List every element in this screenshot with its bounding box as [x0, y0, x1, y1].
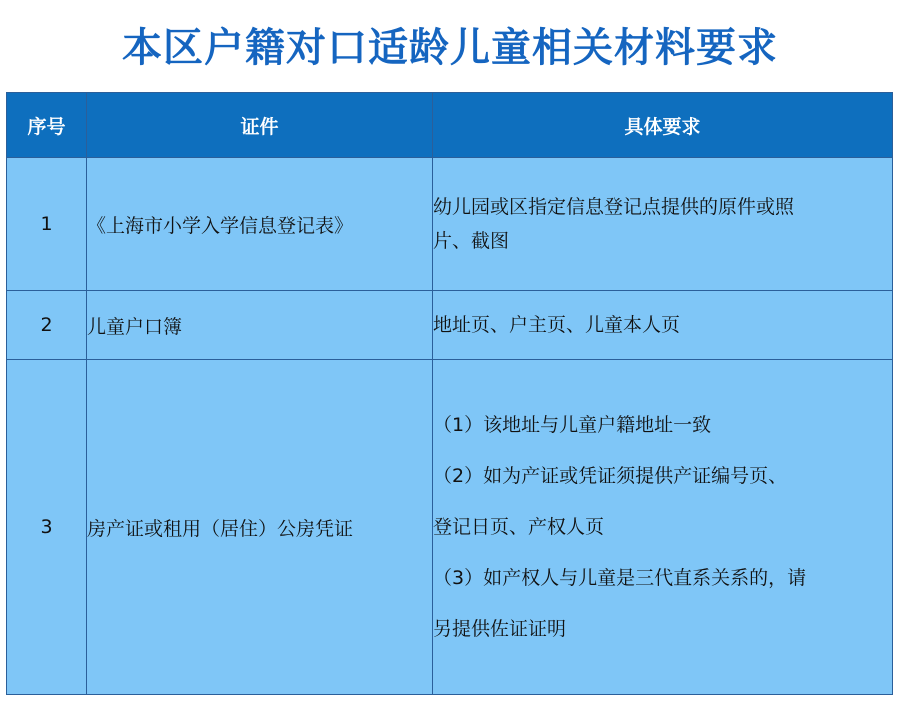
page-title: 本区户籍对口适龄儿童相关材料要求 [122, 25, 778, 71]
requirement-line: （3）如产权人与儿童是三代直系关系的，请 [433, 567, 807, 589]
row-document: 《上海市小学入学信息登记表》 [87, 158, 433, 291]
table-row [7, 360, 893, 695]
requirement-line: 登记日页、产权人页 [433, 516, 605, 538]
header-document: 证件 [87, 93, 433, 158]
requirements-table [6, 92, 893, 695]
row-document: 儿童户口簿 [87, 291, 433, 360]
header-requirements: 具体要求 [433, 93, 893, 158]
table-row [7, 291, 893, 360]
row-number: 2 [7, 291, 87, 360]
requirement-line: 地址页、户主页、儿童本人页 [433, 314, 681, 336]
header-number: 序号 [7, 93, 87, 158]
requirement-line: 另提供佐证证明 [433, 618, 567, 640]
row-requirements [433, 360, 893, 695]
row-requirements [433, 291, 893, 360]
table-header-row [7, 93, 893, 158]
row-document: 房产证或租用（居住）公房凭证 [87, 360, 433, 695]
requirement-line: 幼儿园或区指定信息登记点提供的原件或照 [433, 196, 795, 218]
requirement-line: 片、截图 [433, 230, 510, 252]
requirement-line: （2）如为产证或凭证须提供产证编号页、 [433, 465, 788, 487]
row-number: 3 [7, 360, 87, 695]
row-number: 1 [7, 158, 87, 291]
requirement-line: （1）该地址与儿童户籍地址一致 [433, 414, 712, 436]
table-row [7, 158, 893, 291]
row-requirements [433, 158, 893, 291]
